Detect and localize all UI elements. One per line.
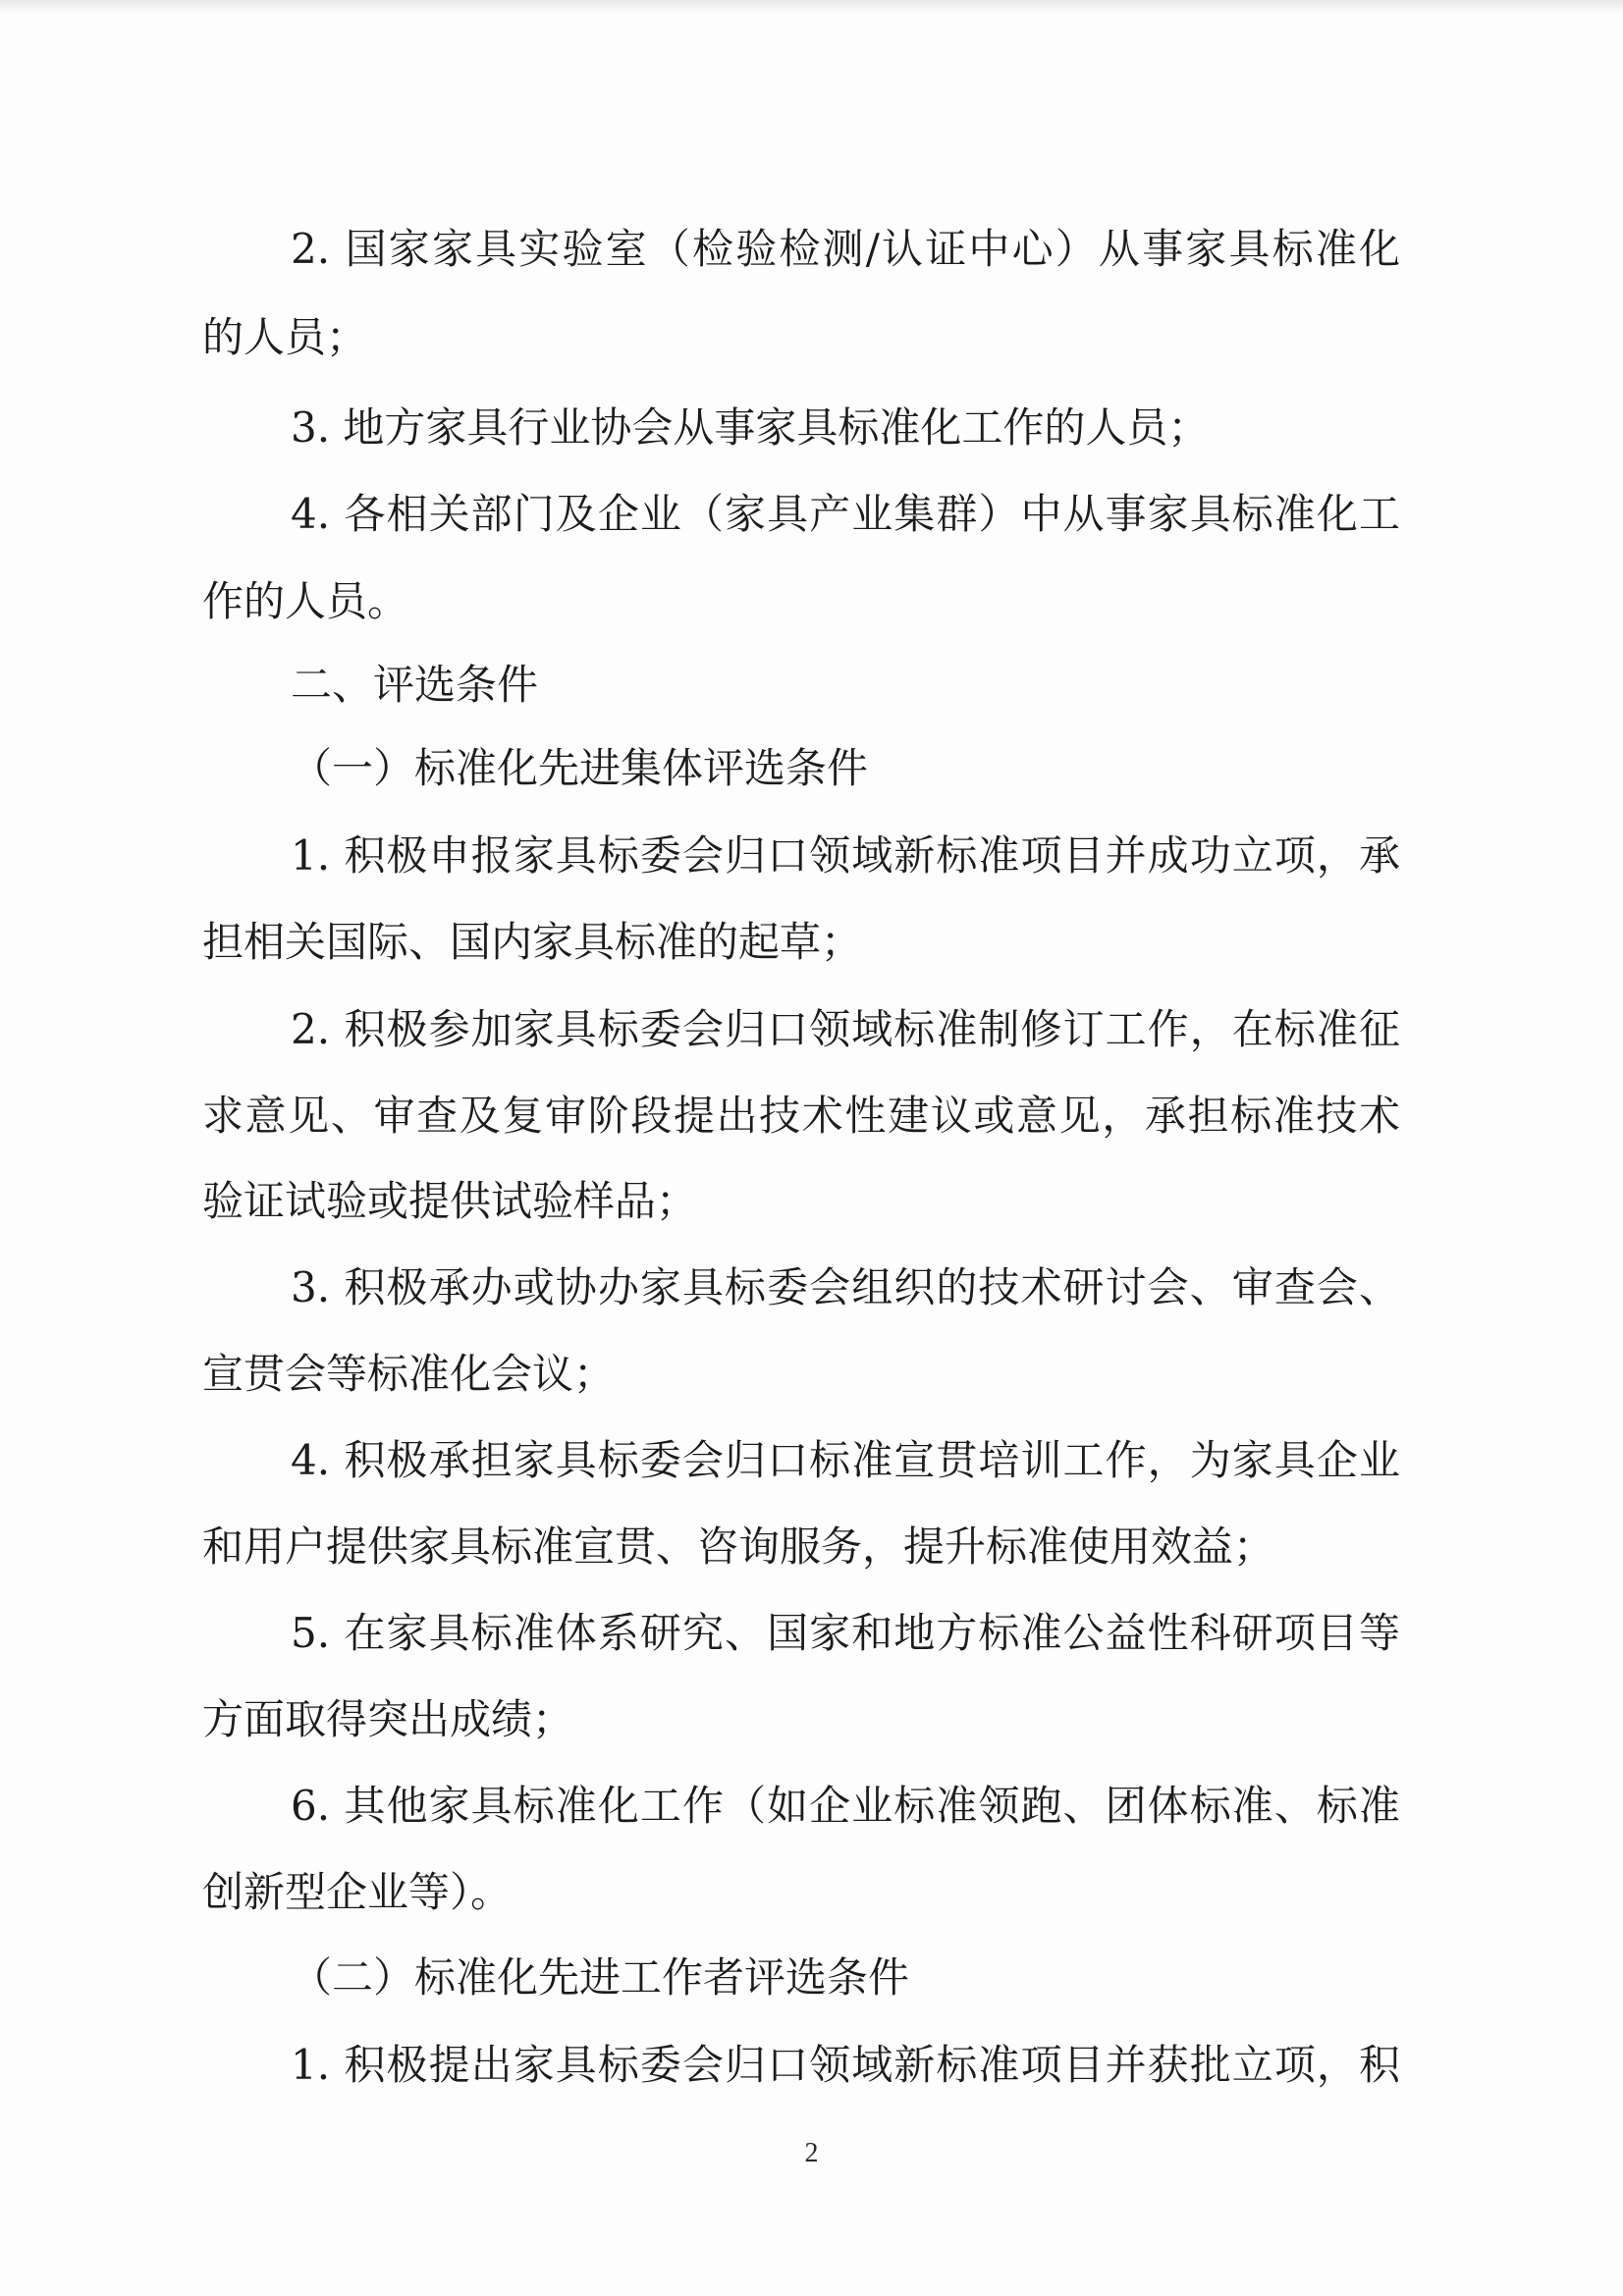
page-number: 2: [804, 2138, 819, 2168]
body-line: 担相关国际、国内家具标准的起草；: [202, 918, 863, 966]
scan-edge: [0, 0, 1623, 14]
body-line: 2. 国家家具实验室（检验检测/认证中心）从事家具标准化: [291, 225, 1400, 273]
section-heading: 二、评选条件: [291, 661, 539, 709]
body-line: 宣贯会等标准化会议；: [202, 1350, 616, 1398]
body-line: 5. 在家具标准体系研究、国家和地方标准公益性科研项目等: [291, 1609, 1400, 1657]
body-line: 的人员；: [202, 313, 368, 361]
subsection-heading: （一）标准化先进集体评选条件: [291, 744, 869, 792]
body-line: 3. 积极承办或协办家具标委会组织的技术研讨会、审查会、: [291, 1263, 1400, 1311]
body-line: 创新型企业等）。: [202, 1868, 513, 1916]
body-line: 4. 各相关部门及企业（家具产业集群）中从事家具标准化工: [291, 490, 1400, 538]
body-line: 2. 积极参加家具标委会归口领域标准制修订工作，在标准征: [291, 1005, 1400, 1053]
body-line: 3. 地方家具行业协会从事家具标准化工作的人员；: [291, 403, 1210, 452]
body-line: 作的人员。: [202, 577, 409, 625]
body-line: 6. 其他家具标准化工作（如企业标准领跑、团体标准、标准: [291, 1782, 1400, 1830]
subsection-heading: （二）标准化先进工作者评选条件: [291, 1953, 910, 2002]
body-line: 4. 积极承担家具标委会归口标准宣贯培训工作，为家具企业: [291, 1436, 1400, 1484]
body-line: 和用户提供家具标准宣贯、咨询服务，提升标准使用效益；: [202, 1522, 1275, 1571]
body-line: 1. 积极提出家具标委会归口领域新标准项目并获批立项，积: [291, 2041, 1400, 2089]
body-line: 验证试验或提供试验样品；: [202, 1177, 698, 1225]
body-line: 1. 积极申报家具标委会归口领域新标准项目并成功立项，承: [291, 831, 1400, 880]
body-line: 求意见、审查及复审阶段提出技术性建议或意见，承担标准技术: [202, 1092, 1400, 1140]
body-line: 方面取得突出成绩；: [202, 1695, 574, 1743]
